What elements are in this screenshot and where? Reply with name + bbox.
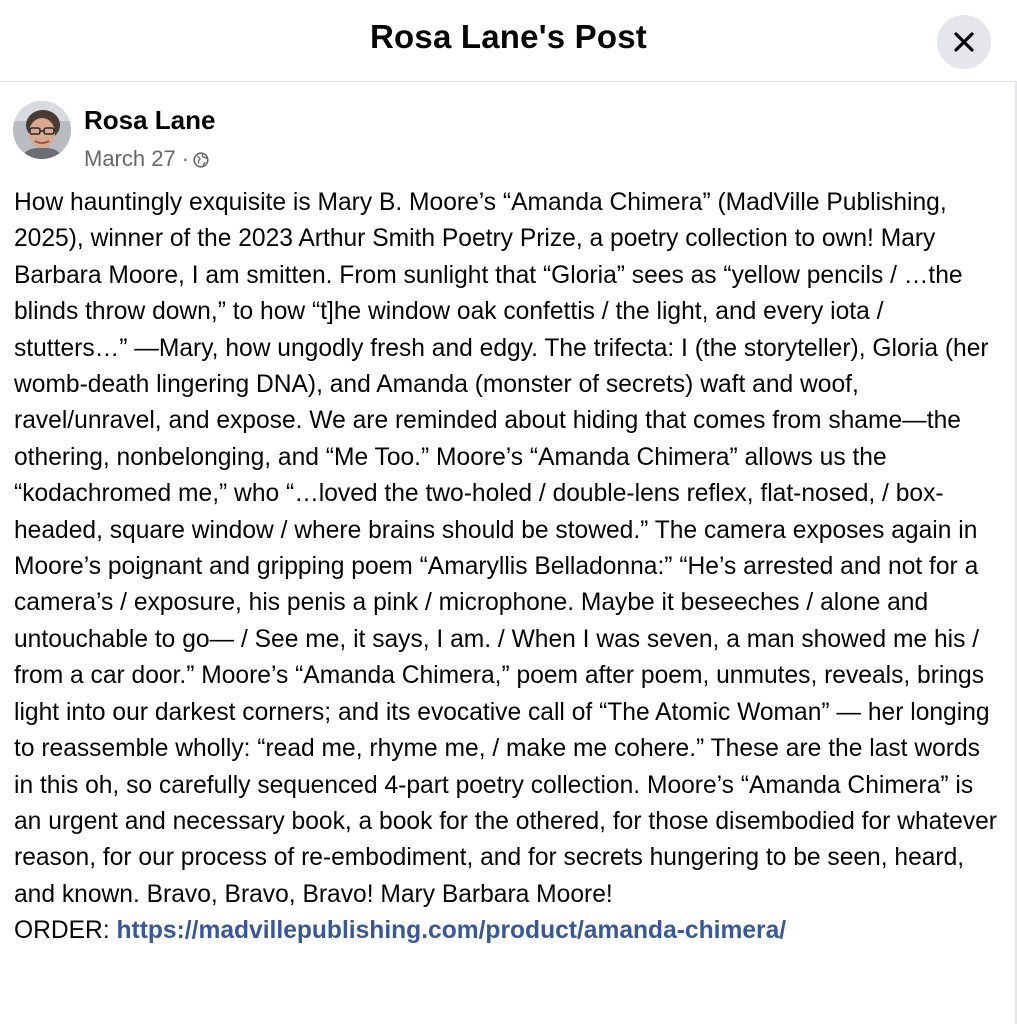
avatar-image — [13, 101, 71, 159]
globe-icon[interactable] — [193, 148, 209, 174]
post-text: How hauntingly exquisite is Mary B. Moore’s “Amanda Chimera” (MadVille Publishing, 2025), winner of the 2023 Arthur Smith Poetry Prize, a poetry collection to own! Mary Barbara Moore, I am smitten. From sunlight that “Gloria” sees as “yellow pencils / …the blinds throw down,” to how “t]he window oak confettis / the light, and every iota / stutters…” —Mary, how ungodly fresh and edgy. The trifecta: I (the storyteller), Gloria (her womb-death lingering DNA), and Amanda (monster of secrets) waft and woof, ravel/unravel, and expose. We are reminded about hiding that comes from shame—the othering, nonbelonging, and “Me Too.” Moore’s “Amanda Chimera” allows us the “kodachromed me,” who “…loved the two-holed / double-lens reflex, flat-nosed, / box-headed, square window / where brains should be stowed.” The camera exposes again in Moore’s poignant and gripping poem “Amaryllis Belladonna:” “He’s arrested and not for a camera’s / exposure, his penis a pink / microphone. Maybe it beseeches / alone and untouchable to go— / See me, it says, I am. / When I was seven, a man showed me his / from a car door.” Moore’s “Amanda Chimera,” poem after poem, unmutes, reveals, brings light into our darkest corners; and its evocative call of “The Atomic Woman” — her longing to reassemble wholly: “read me, rhyme me, / make me cohere.” These are the last words in this oh, so carefully sequenced 4-part poetry collection. Moore’s “Amanda Chimera” is an urgent and necessary book, a book for the othered, for those disembodied for whatever reason, for our process of re-embodiment, and for secrets hungering to be seen, heard, and known. Bravo, Bravo, Bravo! Mary Barbara Moore! — [14, 189, 997, 908]
meta-separator: · — [181, 145, 190, 171]
order-line — [14, 913, 999, 949]
author-avatar[interactable] — [13, 101, 71, 159]
author-name[interactable]: Rosa Lane — [84, 105, 216, 135]
dialog-title: Rosa Lane's Post — [370, 18, 647, 55]
order-link[interactable]: https://madvillepublishing.com/product/amanda-chimera/ — [116, 917, 787, 945]
post-dialog-header — [0, 0, 1017, 82]
post-meta — [84, 143, 209, 174]
close-icon — [953, 31, 975, 53]
order-label: ORDER: — [14, 917, 110, 945]
post-date[interactable]: March 27 — [84, 145, 176, 171]
close-button[interactable] — [937, 15, 991, 69]
post-body — [14, 185, 999, 950]
